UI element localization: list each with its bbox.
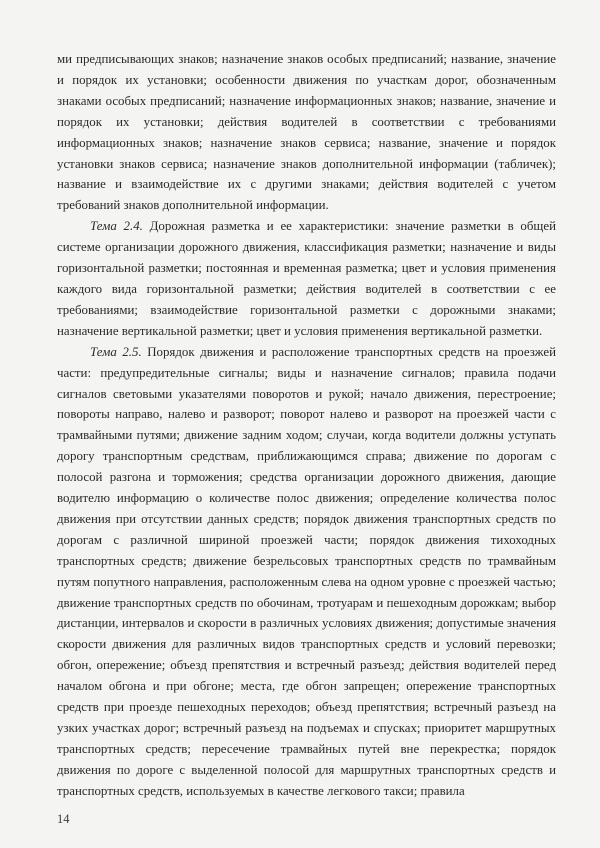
paragraph-text: ми предписывающих знаков; назначение знаков особых предписаний; название, значение и порядок их установки; особенности движения по участкам дорог, обозначенным знаками особых предписаний; назначение информационных знаков; название, значение и порядок их установки; действия водителей в соответствии с требованиями информационных знаков; назначение знаков сервиса; название, значение и порядок установки знаков сервиса; назначение знаков дополнительной информации (табличек); название и взаимодействие их с другими знаками; действия водителей с учетом требований знаков дополнительной информации. xyxy=(57,52,556,213)
page-number: 14 xyxy=(57,812,70,826)
paragraph-text: Дорожная разметка и ее характеристики: значение разметки в общей системе организации дорожного движения, классификация разметки; назначение и виды горизонтальной разметки; постоянная и временная разметка; цвет и условия применения каждого вида горизонтальной разметки; действия водителей в соответствии с ее требованиями; взаимодействие горизонтальной разметки с дорожными знаками; назначение вертикальной разметки; цвет и условия применения вертикальной разметки. xyxy=(57,219,556,338)
paragraph-tema-2-5 xyxy=(57,342,556,802)
paragraph-text: Порядок движения и расположение транспортных средств на проезжей части: предупредительные сигналы; виды и назначение сигналов; правила подачи сигналов световыми указателями поворотов и рукой; начало движения, перестроение; повороты направо, налево и разворот; поворот налево и разворот на проезжей части с трамвайными путями; движение задним ходом; случаи, когда водители должны уступать дорогу транспортным средствам, приближающимся справа; движение по дорогам с полосой разгона и торможения; средства организации дорожного движения, дающие водителю информацию о количестве полос движения; определение количества полос движения при отсутствии данных средств; порядок движения транспортных средств по дорогам с различной шириной проезжей части; порядок движения тихоходных транспортных средств; движение безрельсовых транспортных средств по трамвайным путям попутного направления, расположенным слева на одном уровне с проезжей частью; движение транспортных средств по обочинам, тротуарам и пешеходным дорожкам; выбор дистанции, интервалов и скорости в различных условиях движения; допустимые значения скорости движения для различных видов транспортных средств и условий перевозки; обгон, опережение; объезд препятствия и встречный разъезд; действия водителей перед началом обгона и при обгоне; места, где обгон запрещен; опережение транспортных средств при проезде пешеходных переходов; объезд препятствия; встречный разъезд на узких участках дорог; встречный разъезд на подъемах и спусках; приоритет маршрутных транспортных средств; пересечение трамвайных путей вне перекрестка; порядок движения по дороге с выделенной полосой для маршрутных транспортных средств и транспортных средств, используемых в качестве легкового такси; правила xyxy=(57,344,556,798)
paragraph-continuation xyxy=(57,49,556,216)
tema-heading: Тема 2.5. xyxy=(90,344,142,359)
body-text xyxy=(57,49,556,802)
tema-heading: Тема 2.4. xyxy=(90,219,143,234)
paragraph-tema-2-4 xyxy=(57,216,556,341)
